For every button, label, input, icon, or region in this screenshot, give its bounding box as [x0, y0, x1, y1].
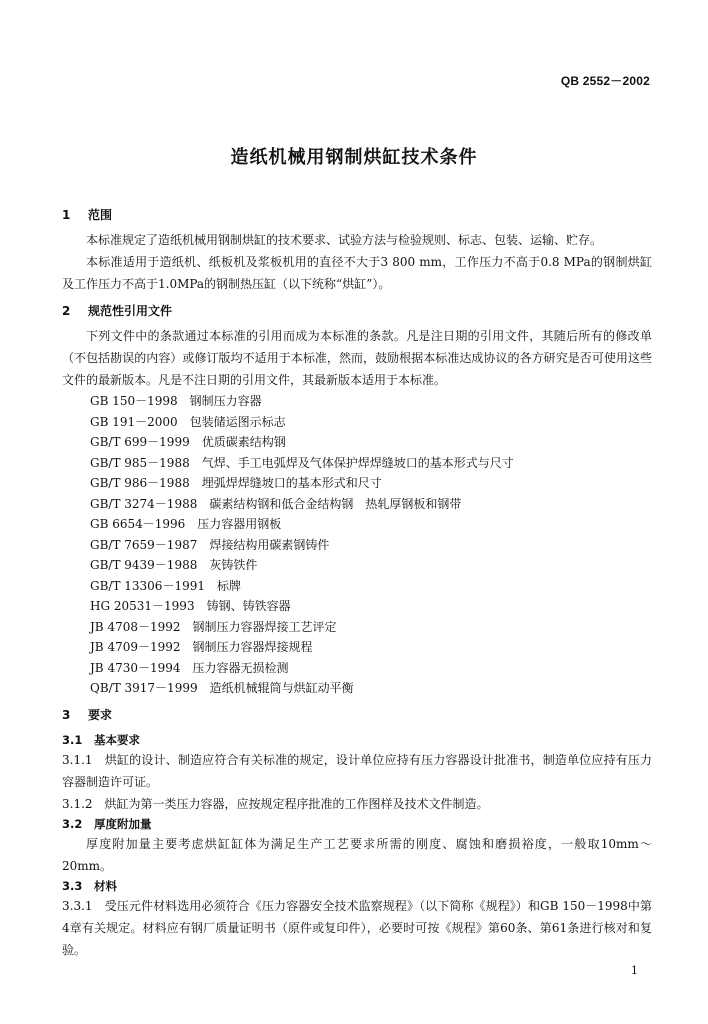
section-title: 范围	[88, 208, 113, 222]
subsection-number: 3.1	[62, 732, 83, 747]
reference-item: GB 6654－1996 压力容器用钢板	[90, 517, 282, 531]
section-title: 要求	[88, 707, 113, 722]
clause-3-1-2: 3.1.2 烘缸为第一类压力容器，应按规定程序批准的工作图样及技术文件制造。	[62, 796, 489, 811]
page-number: 1	[631, 964, 638, 977]
paragraph: 厚度附加量主要考虑烘缸缸体为满足生产工艺要求所需的刚度、腐蚀和磨损裕度，一般取10mm～20mm。	[62, 836, 652, 873]
reference-item: JB 4709－1992 钢制压力容器焊接规程	[90, 640, 313, 654]
subsection-heading-3-2	[62, 815, 652, 833]
subsection-title: 厚度附加量	[94, 816, 152, 831]
paragraph: 本标准适用于造纸机、纸板机及浆板机用的直径不大于3 800 mm，工作压力不高于0.8 MPa的钢制烘缸及工作压力不高于1.0MPa的钢制热压缸（以下统称“烘缸”）。	[62, 255, 652, 291]
section-heading-3	[62, 705, 652, 725]
section-heading-1	[62, 205, 652, 225]
section-number: 1	[62, 208, 71, 222]
subsection-heading-3-1	[62, 731, 652, 749]
subsection-number: 3.3	[62, 878, 83, 893]
reference-item: JB 4708－1992 钢制压力容器焊接工艺评定	[90, 619, 337, 634]
clause-3-1-1: 3.1.1 烘缸的设计、制造应符合有关标准的规定，设计单位应持有压力容器设计批准书，制造单位应持有压力容器制造许可证。	[62, 752, 652, 789]
section-number: 3	[62, 707, 71, 722]
standard-code: QB 2552－2002	[560, 74, 650, 88]
reference-item: JB 4730－1994 压力容器无损检测	[90, 660, 289, 675]
document-title: 造纸机械用钢制烘缸技术条件	[230, 147, 478, 168]
reference-item: GB/T 7659－1987 焊接结构用碳素钢铸件	[90, 537, 330, 552]
section-heading-2	[62, 301, 652, 321]
subsection-title: 材料	[94, 878, 117, 893]
paragraph: 下列文件中的条款通过本标准的引用而成为本标准的条款。凡是注日期的引用文件，其随后所有的修改单（不包括勘误的内容）或修订版均不适用于本标准，然而，鼓励根据本标准达成协议的各方研究是否可使用这些文件的最新版本。凡是不注日期的引用文件，其最新版本适用于本标准。	[62, 329, 652, 387]
paragraph: 本标准规定了造纸机械用钢制烘缸的技术要求、试验方法与检验规则、标志、包装、运输、贮存。	[86, 233, 603, 247]
section-title: 规范性引用文件	[88, 304, 173, 318]
reference-item: GB 191－2000 包装储运图示标志	[90, 414, 286, 429]
reference-item: GB/T 985－1988 气焊、手工电弧焊及气体保护焊焊缝坡口的基本形式与尺寸	[90, 455, 514, 470]
subsection-number: 3.2	[62, 816, 83, 831]
reference-item: GB 150－1998 钢制压力容器	[90, 394, 262, 408]
section-number: 2	[62, 304, 71, 318]
reference-item: GB/T 13306－1991 标牌	[90, 578, 241, 593]
reference-item: GB/T 986－1988 埋弧焊焊缝坡口的基本形式和尺寸	[90, 476, 382, 490]
clause-3-3-1: 3.3.1 受压元件材料选用必须符合《压力容器安全技术监察规程》（以下简称《规程》）和GB 150－1998中第4章有关规定。材料应有钢厂质量证明书（原件或复印件），必要时可按《规程》第60条、第61条进行核对和复验。	[62, 898, 652, 957]
reference-item: GB/T 3274－1988 碳素结构钢和低合金结构钢 热轧厚钢板和钢带	[90, 496, 462, 511]
reference-list	[62, 391, 652, 699]
subsection-heading-3-3	[62, 877, 652, 895]
reference-item: GB/T 9439－1988 灰铸铁件	[90, 558, 258, 572]
subsection-title: 基本要求	[94, 732, 140, 747]
reference-item: QB/T 3917－1999 造纸机械辊筒与烘缸动平衡	[90, 681, 354, 695]
document-body	[62, 205, 652, 961]
reference-item: GB/T 699－1999 优质碳素结构钢	[90, 435, 286, 449]
reference-item: HG 20531－1993 铸钢、铸铁容器	[90, 599, 291, 613]
